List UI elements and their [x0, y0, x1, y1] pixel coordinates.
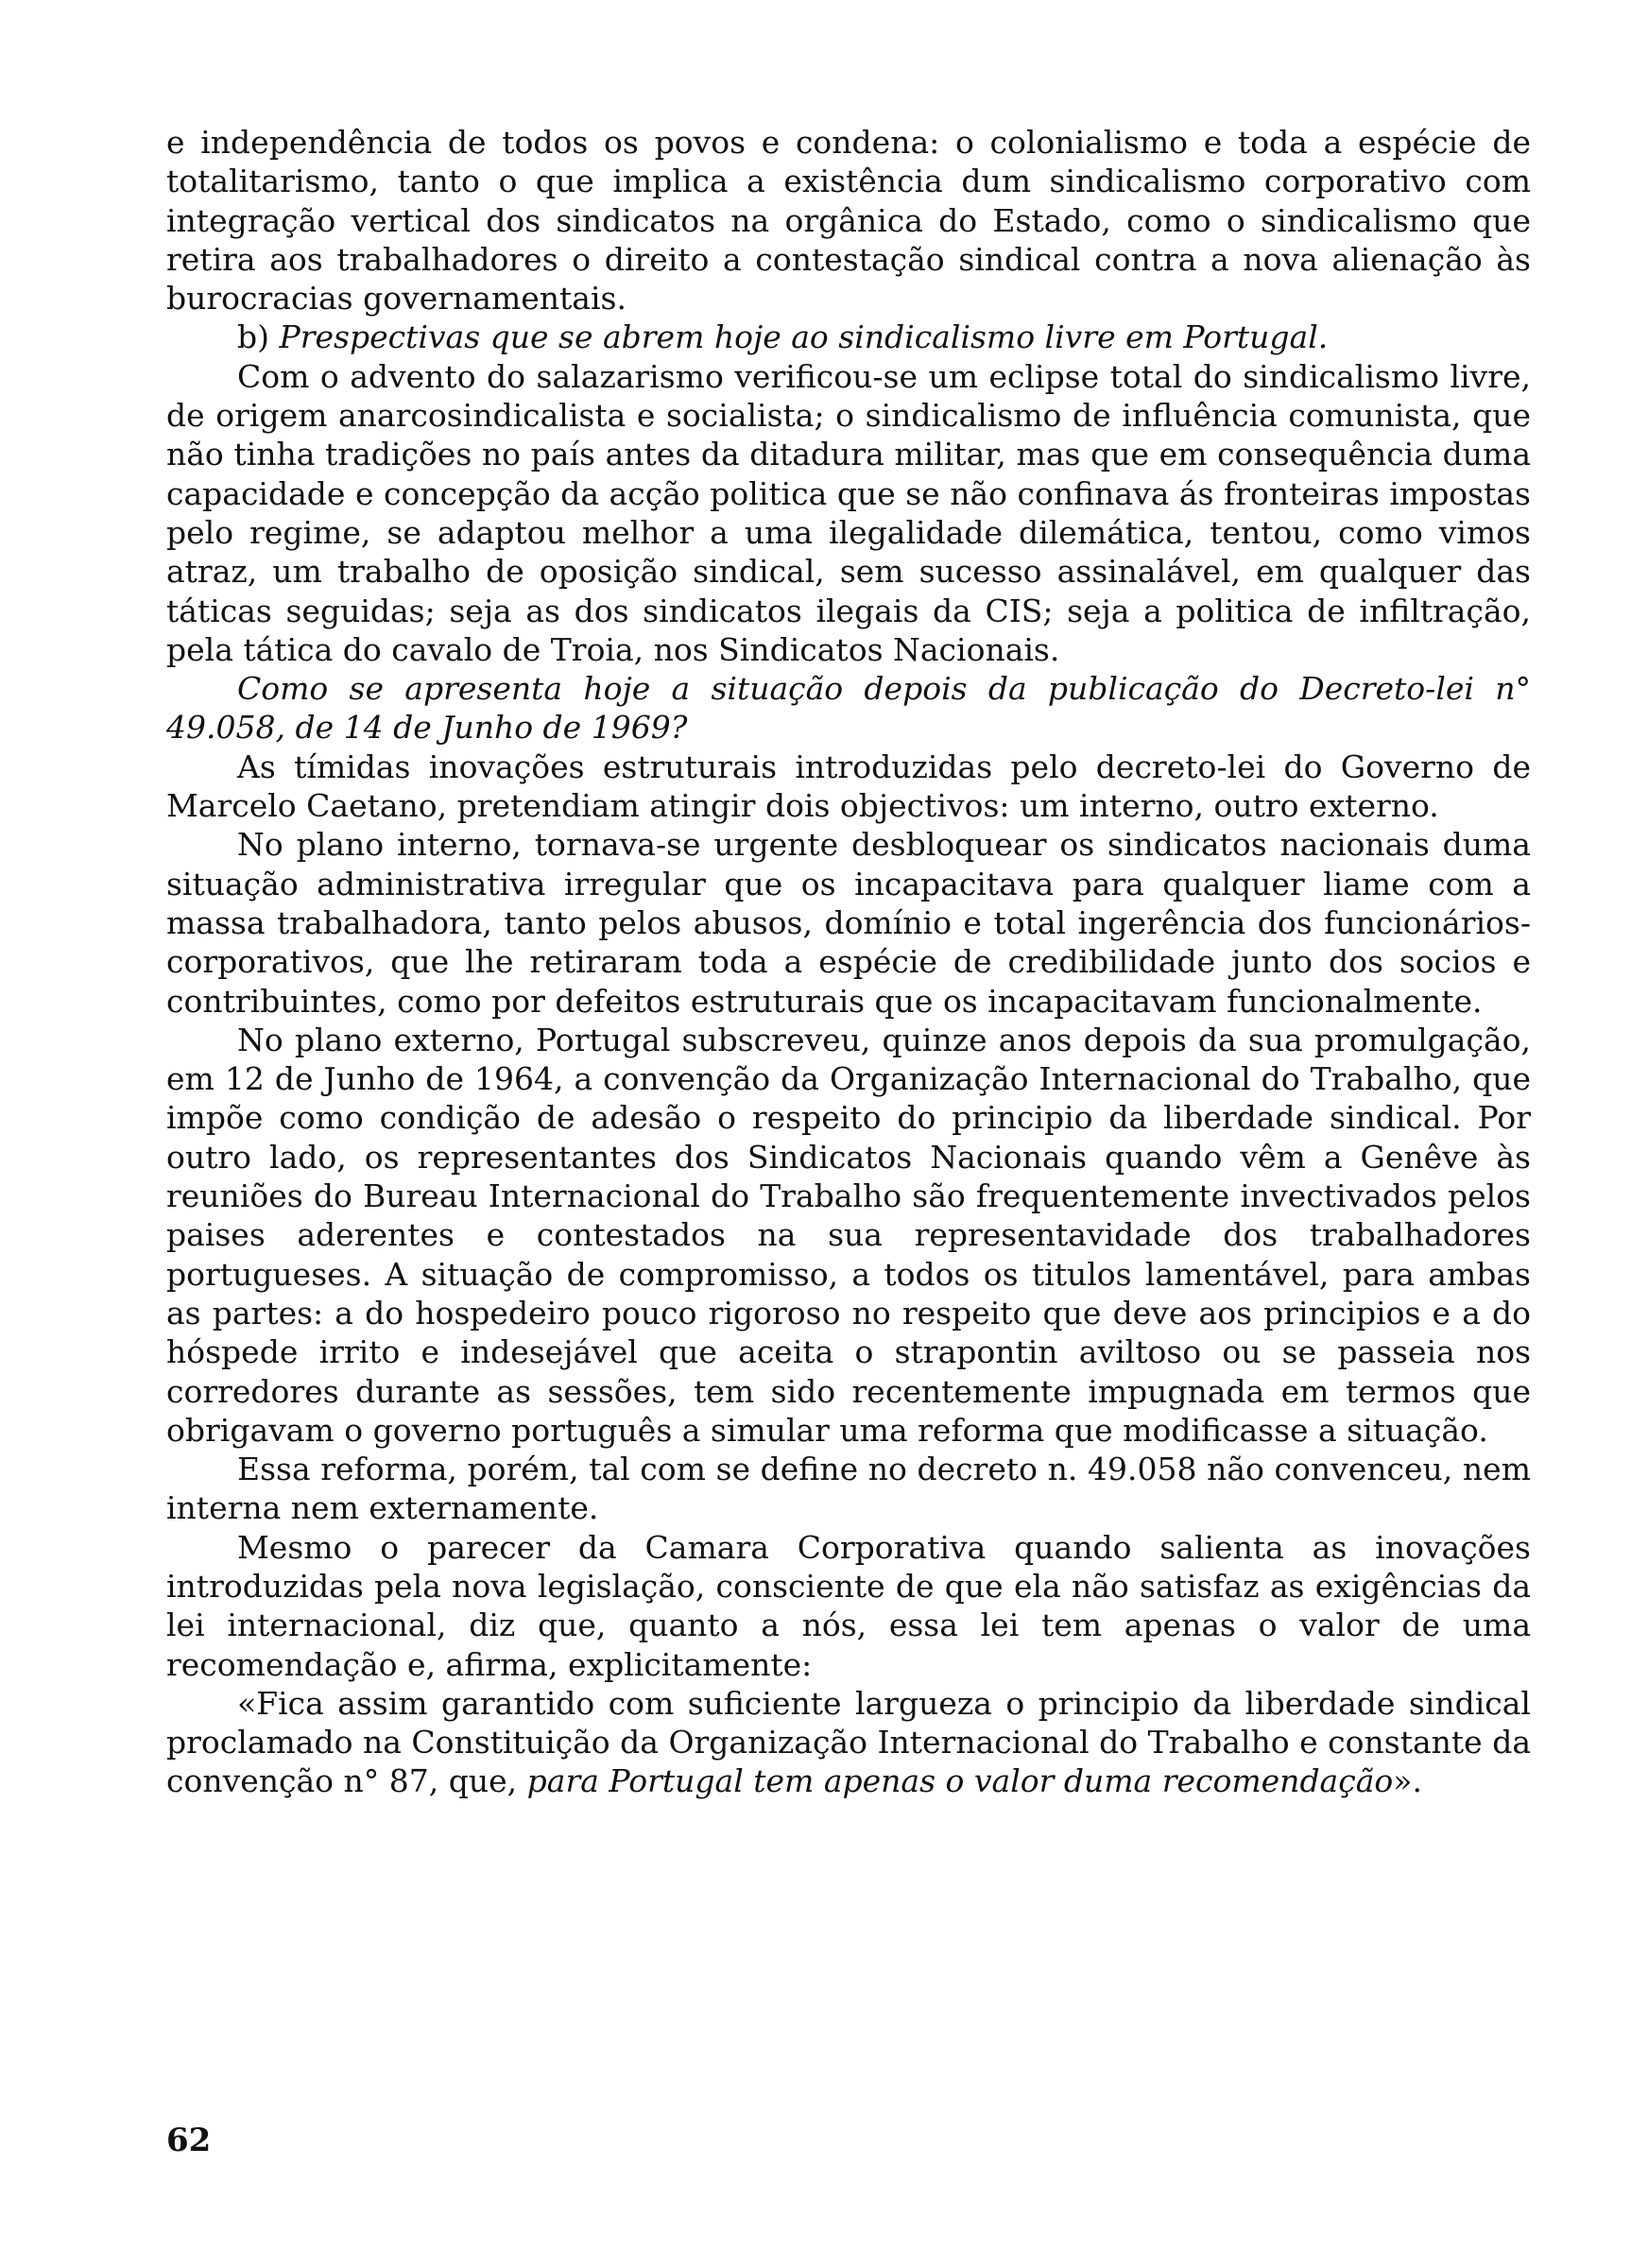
paragraph-1: e independência de todos os povos e condena: o colonialismo e toda a espécie de totalitarismo, tanto o que implica a existência dum sindicalismo corporativo com integração vertical dos sindicatos na orgânica do Estado, como o sindicalismo que retira aos trabalhadores o direito a contestação sindical contra a nova alienação às burocracias governamentais.	[166, 124, 1531, 318]
quotation	[166, 1684, 1531, 1801]
question-heading: Como se apresenta hoje a situação depois da publicação do Decreto-lei n° 49.058, de 14 de Junho de 1969?	[166, 670, 1531, 747]
quotation-italic-text: para Portugal tem apenas o valor duma recomendação	[526, 1762, 1394, 1800]
quotation-close: ».	[1393, 1762, 1422, 1800]
quotation-text: «Fica assim garantido com suficiente largueza o principio da liberdade sindical proclamado na Constituição da Organização Internacional do Trabalho e constante da convenção n° 87, que,	[166, 1684, 1531, 1800]
page-body	[166, 123, 1531, 1801]
paragraph-6: Essa reforma, porém, tal com se define no decreto n. 49.058 não convenceu, nem interna nem externamente.	[166, 1451, 1531, 1527]
paragraph-4: No plano interno, tornava-se urgente desbloquear os sindicatos nacionais duma situação administrativa irregular que os incapacitava para qualquer liame com a massa trabalhadora, tanto pelos abusos, domínio e total ingerência dos funcionários-corporativos, que lhe retiraram toda a espécie de credibilidade junto dos socios e contribuintes, como por defeitos estruturais que os incapacitavam funcionalmente.	[166, 826, 1531, 1020]
section-heading-b	[166, 318, 1531, 356]
paragraph-2: Com o advento do salazarismo verificou-se um eclipse total do sindicalismo livre, de origem anarcosindicalista e socialista; o sindicalismo de influência comunista, que não tinha tradições no país antes da ditadura militar, mas que em consequência duma capacidade e concepção da acção politica que se não confinava ás fronteiras impostas pelo regime, se adaptou melhor a uma ilegalidade dilemática, tentou, como vimos atraz, um trabalho de oposição sindical, sem sucesso assinalável, em qualquer das táticas seguidas; seja as dos sindicatos ilegais da CIS; seja a politica de infiltração, pela tática do cavalo de Troia, nos Sindicatos Nacionais.	[166, 357, 1531, 668]
paragraph-7: Mesmo o parecer da Camara Corporativa quando salienta as inovações introduzidas pela nova legislação, consciente de que ela não satisfaz as exigências da lei internacional, diz que, quanto a nós, essa lei tem apenas o valor de uma recomendação e, afirma, explicitamente:	[166, 1528, 1531, 1683]
section-marker: b)	[237, 318, 280, 356]
section-heading-text: Prespectivas que se abrem hoje ao sindicalismo livre em Portugal.	[279, 318, 1329, 356]
paragraph-5: No plano externo, Portugal subscreveu, quinze anos depois da sua promulgação, em 12 de Junho de 1964, a convenção da Organização Internacional do Trabalho, que impõe como condição de adesão o respeito do principio da liberdade sindical. Por outro lado, os representantes dos Sindicatos Nacionais quando vêm a Genêve às reuniões do Bureau Internacional do Trabalho são frequentemente invectivados pelos paises aderentes e contestados na sua representavidade dos trabalhadores portugueses. A situação de compromisso, a todos os titulos lamentável, para ambas as partes: a do hospedeiro pouco rigoroso no respeito que deve aos principios e a do hóspede irrito e indesejável que aceita o strapontin aviltoso ou se passeia nos corredores durante as sessões, tem sido recentemente impugnada em termos que obrigavam o governo português a simular uma reforma que modificasse a situação.	[166, 1021, 1531, 1449]
page-number: 62	[166, 2122, 212, 2159]
paragraph-3: As tímidas inovações estruturais introduzidas pelo decreto-lei do Governo de Marcelo Caetano, pretendiam atingir dois objectivos: um interno, outro externo.	[166, 747, 1531, 825]
